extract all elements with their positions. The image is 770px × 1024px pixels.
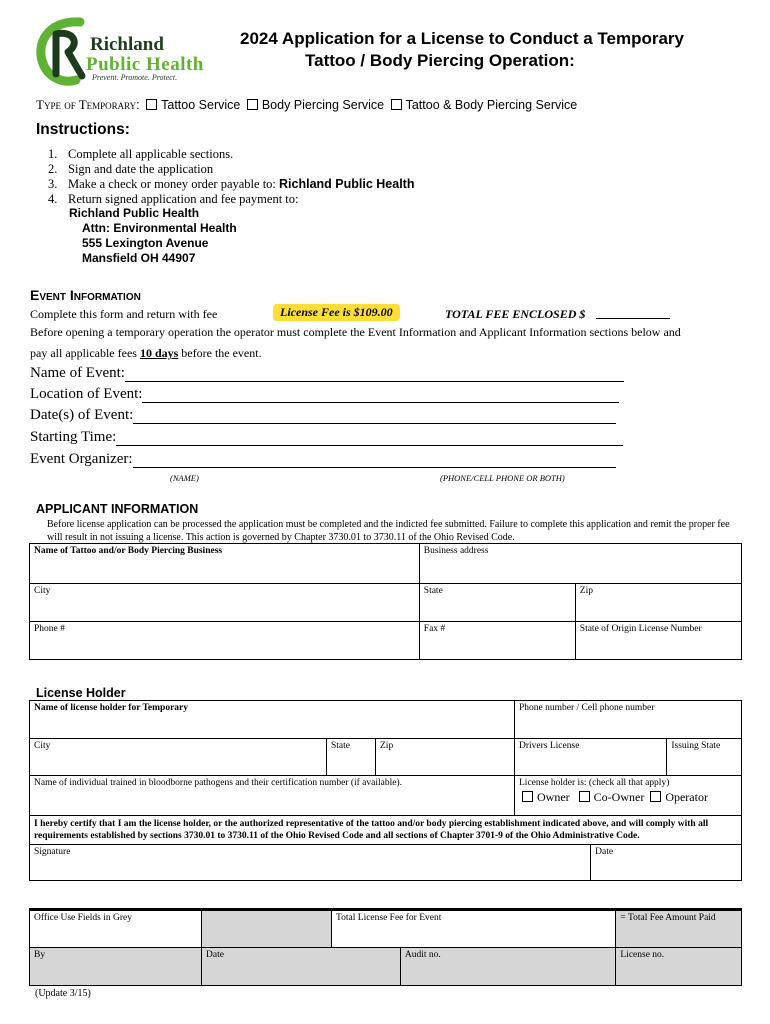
tattoo-service-label: Tattoo Service xyxy=(161,98,241,112)
event-information-heading: Event Information xyxy=(30,287,141,303)
trained-individual-cell[interactable]: Name of individual trained in bloodborne pathogens and their certification number (if available). xyxy=(30,776,515,816)
instructions-list xyxy=(48,147,414,207)
applicant-table xyxy=(29,543,742,660)
issuing-state-cell[interactable]: Issuing State xyxy=(667,739,742,776)
date-cell[interactable]: Date xyxy=(591,845,742,881)
tattoo-service-checkbox[interactable] xyxy=(146,99,157,110)
license-holder-table xyxy=(29,700,742,881)
applicant-state-cell[interactable]: State xyxy=(419,584,575,622)
office-grey-field xyxy=(202,910,332,948)
body-piercing-checkbox[interactable] xyxy=(247,99,258,110)
event-note-days: 10 days xyxy=(139,346,179,360)
event-organizer-input[interactable] xyxy=(133,453,616,468)
business-name-cell[interactable]: Name of Tattoo and/or Body Piercing Business xyxy=(30,544,420,584)
total-fee-paid-cell: = Total Fee Amount Paid xyxy=(616,910,742,948)
operator-checkbox[interactable] xyxy=(650,791,661,802)
starting-time-input[interactable] xyxy=(116,431,623,446)
total-fee-input[interactable] xyxy=(596,318,670,319)
type-of-temporary-row: Type of Temporary: Tattoo Service Body Piercing Service Tattoo & Body Piercing Service xyxy=(36,97,578,112)
total-license-fee-cell: Total License Fee for Event xyxy=(332,910,616,948)
tattoo-and-piercing-checkbox[interactable] xyxy=(391,99,402,110)
holder-city-cell[interactable]: City xyxy=(30,739,327,776)
event-note-text: pay all applicable fees xyxy=(30,346,140,360)
event-organizer-row xyxy=(30,451,616,468)
instruction-text: Return signed application and fee payment to: xyxy=(68,192,299,206)
holder-state-cell[interactable]: State xyxy=(327,739,376,776)
event-dates-row xyxy=(30,407,616,424)
instruction-number: 3. xyxy=(48,177,58,191)
applicant-fax-cell[interactable]: Fax # xyxy=(419,622,575,660)
instruction-number: 1. xyxy=(48,147,58,161)
address-line: 555 Lexington Avenue xyxy=(82,236,209,250)
event-dates-label: Date(s) of Event: xyxy=(30,407,134,423)
office-date-cell: Date xyxy=(202,948,401,986)
event-name-input[interactable] xyxy=(125,367,624,382)
type-of-temporary-label: Type of Temporary xyxy=(36,97,137,112)
address-line: Attn: Environmental Health xyxy=(82,221,237,235)
holder-role-options xyxy=(519,790,737,805)
event-note-line2 xyxy=(30,346,262,361)
office-use-label: Office Use Fields in Grey xyxy=(30,910,202,948)
event-name-label: Name of Event: xyxy=(30,365,125,381)
holder-zip-cell[interactable]: Zip xyxy=(376,739,515,776)
instruction-text: Make a check or money order payable to: xyxy=(68,177,280,191)
holder-name-cell[interactable]: Name of license holder for Temporary xyxy=(30,701,515,739)
signature-cell[interactable]: Signature xyxy=(30,845,591,881)
instruction-item xyxy=(48,177,414,192)
body-piercing-label: Body Piercing Service xyxy=(261,98,385,112)
office-use-table xyxy=(29,908,742,986)
logo-name-line2: Public Health xyxy=(86,54,204,75)
operator-label: Operator xyxy=(665,790,708,804)
instruction-item xyxy=(48,192,414,207)
organizer-name-caption: (NAME) xyxy=(170,473,199,483)
license-fee-badge: License Fee is $109.00 xyxy=(273,304,400,321)
organizer-phone-caption: (PHONE/CELL PHONE OR BOTH) xyxy=(440,473,565,483)
total-fee-label: TOTAL FEE ENCLOSED $ xyxy=(445,307,586,321)
by-cell: By xyxy=(30,948,202,986)
co-owner-checkbox[interactable] xyxy=(579,791,590,802)
instruction-item xyxy=(48,162,414,177)
instructions-heading: Instructions: xyxy=(36,121,130,138)
event-organizer-label: Event Organizer: xyxy=(30,451,133,467)
holder-is-cell xyxy=(515,776,742,816)
page-title-line2: Tattoo / Body Piercing Operation: xyxy=(305,51,575,70)
event-location-input[interactable] xyxy=(142,388,619,403)
starting-time-row xyxy=(30,429,623,446)
page-title-line1: 2024 Application for a License to Conduct a Temporary xyxy=(240,29,684,48)
event-name-row xyxy=(30,365,624,382)
certification-statement: I hereby certify that I am the license holder, or the authorized representative of the tattoo and/or body piercing establishment indicated above, and will comply with all requirements established by sections 3730.01 to 3730.11 of the Ohio Revised Code and all sections of Chapter 3701-9 of the Ohio Administrative Code. xyxy=(30,816,742,845)
logo-tagline: Prevent. Promote. Protect. xyxy=(92,73,178,82)
applicant-note: Before license application can be processed the application must be completed and the indicted fee submitted. Failure to complete this application and remit the proper fee will result in not issuing a license. This action is governed by Chapter 3730.01 to 3730.11 of the Ohio Revised Code. xyxy=(47,519,730,543)
owner-checkbox[interactable] xyxy=(522,791,533,802)
applicant-information-heading: APPLICANT INFORMATION xyxy=(36,502,199,516)
instruction-number: 4. xyxy=(48,192,58,206)
instruction-item xyxy=(48,147,414,162)
holder-is-label: License holder is: (check all that apply) xyxy=(519,778,670,788)
applicant-city-cell[interactable]: City xyxy=(30,584,420,622)
event-dates-input[interactable] xyxy=(133,409,616,424)
holder-phone-cell[interactable]: Phone number / Cell phone number xyxy=(515,701,742,739)
update-note: (Update 3/15) xyxy=(35,988,91,999)
mailing-address xyxy=(69,206,237,266)
applicant-phone-cell[interactable]: Phone # xyxy=(30,622,420,660)
tattoo-and-piercing-label: Tattoo & Body Piercing Service xyxy=(405,98,578,112)
license-no-cell: License no. xyxy=(616,948,742,986)
logo-name-line1: Richland xyxy=(90,34,164,55)
instruction-text: Sign and date the application xyxy=(68,162,214,176)
owner-label: Owner xyxy=(537,790,570,804)
origin-license-cell[interactable]: State of Origin License Number xyxy=(575,622,741,660)
audit-no-cell: Audit no. xyxy=(400,948,616,986)
event-complete-text: Complete this form and return with fee xyxy=(30,307,218,321)
address-line: Richland Public Health xyxy=(69,206,200,220)
starting-time-label: Starting Time: xyxy=(30,429,117,445)
address-line: Mansfield OH 44907 xyxy=(82,251,196,265)
instruction-number: 2. xyxy=(48,162,58,176)
license-holder-heading: License Holder xyxy=(36,686,126,700)
co-owner-label: Co-Owner xyxy=(593,790,645,804)
drivers-license-cell[interactable]: Drivers License xyxy=(515,739,667,776)
business-address-cell[interactable]: Business address xyxy=(419,544,741,584)
applicant-zip-cell[interactable]: Zip xyxy=(575,584,741,622)
event-location-row xyxy=(30,386,619,403)
event-note-text: before the event. xyxy=(178,346,262,360)
event-note-line1: Before opening a temporary operation the operator must complete the Event Information and Applicant Information sections below and xyxy=(30,325,681,339)
event-location-label: Location of Event: xyxy=(30,386,143,402)
instruction-text: Complete all applicable sections. xyxy=(68,147,234,161)
payable-to: Richland Public Health xyxy=(279,177,415,191)
